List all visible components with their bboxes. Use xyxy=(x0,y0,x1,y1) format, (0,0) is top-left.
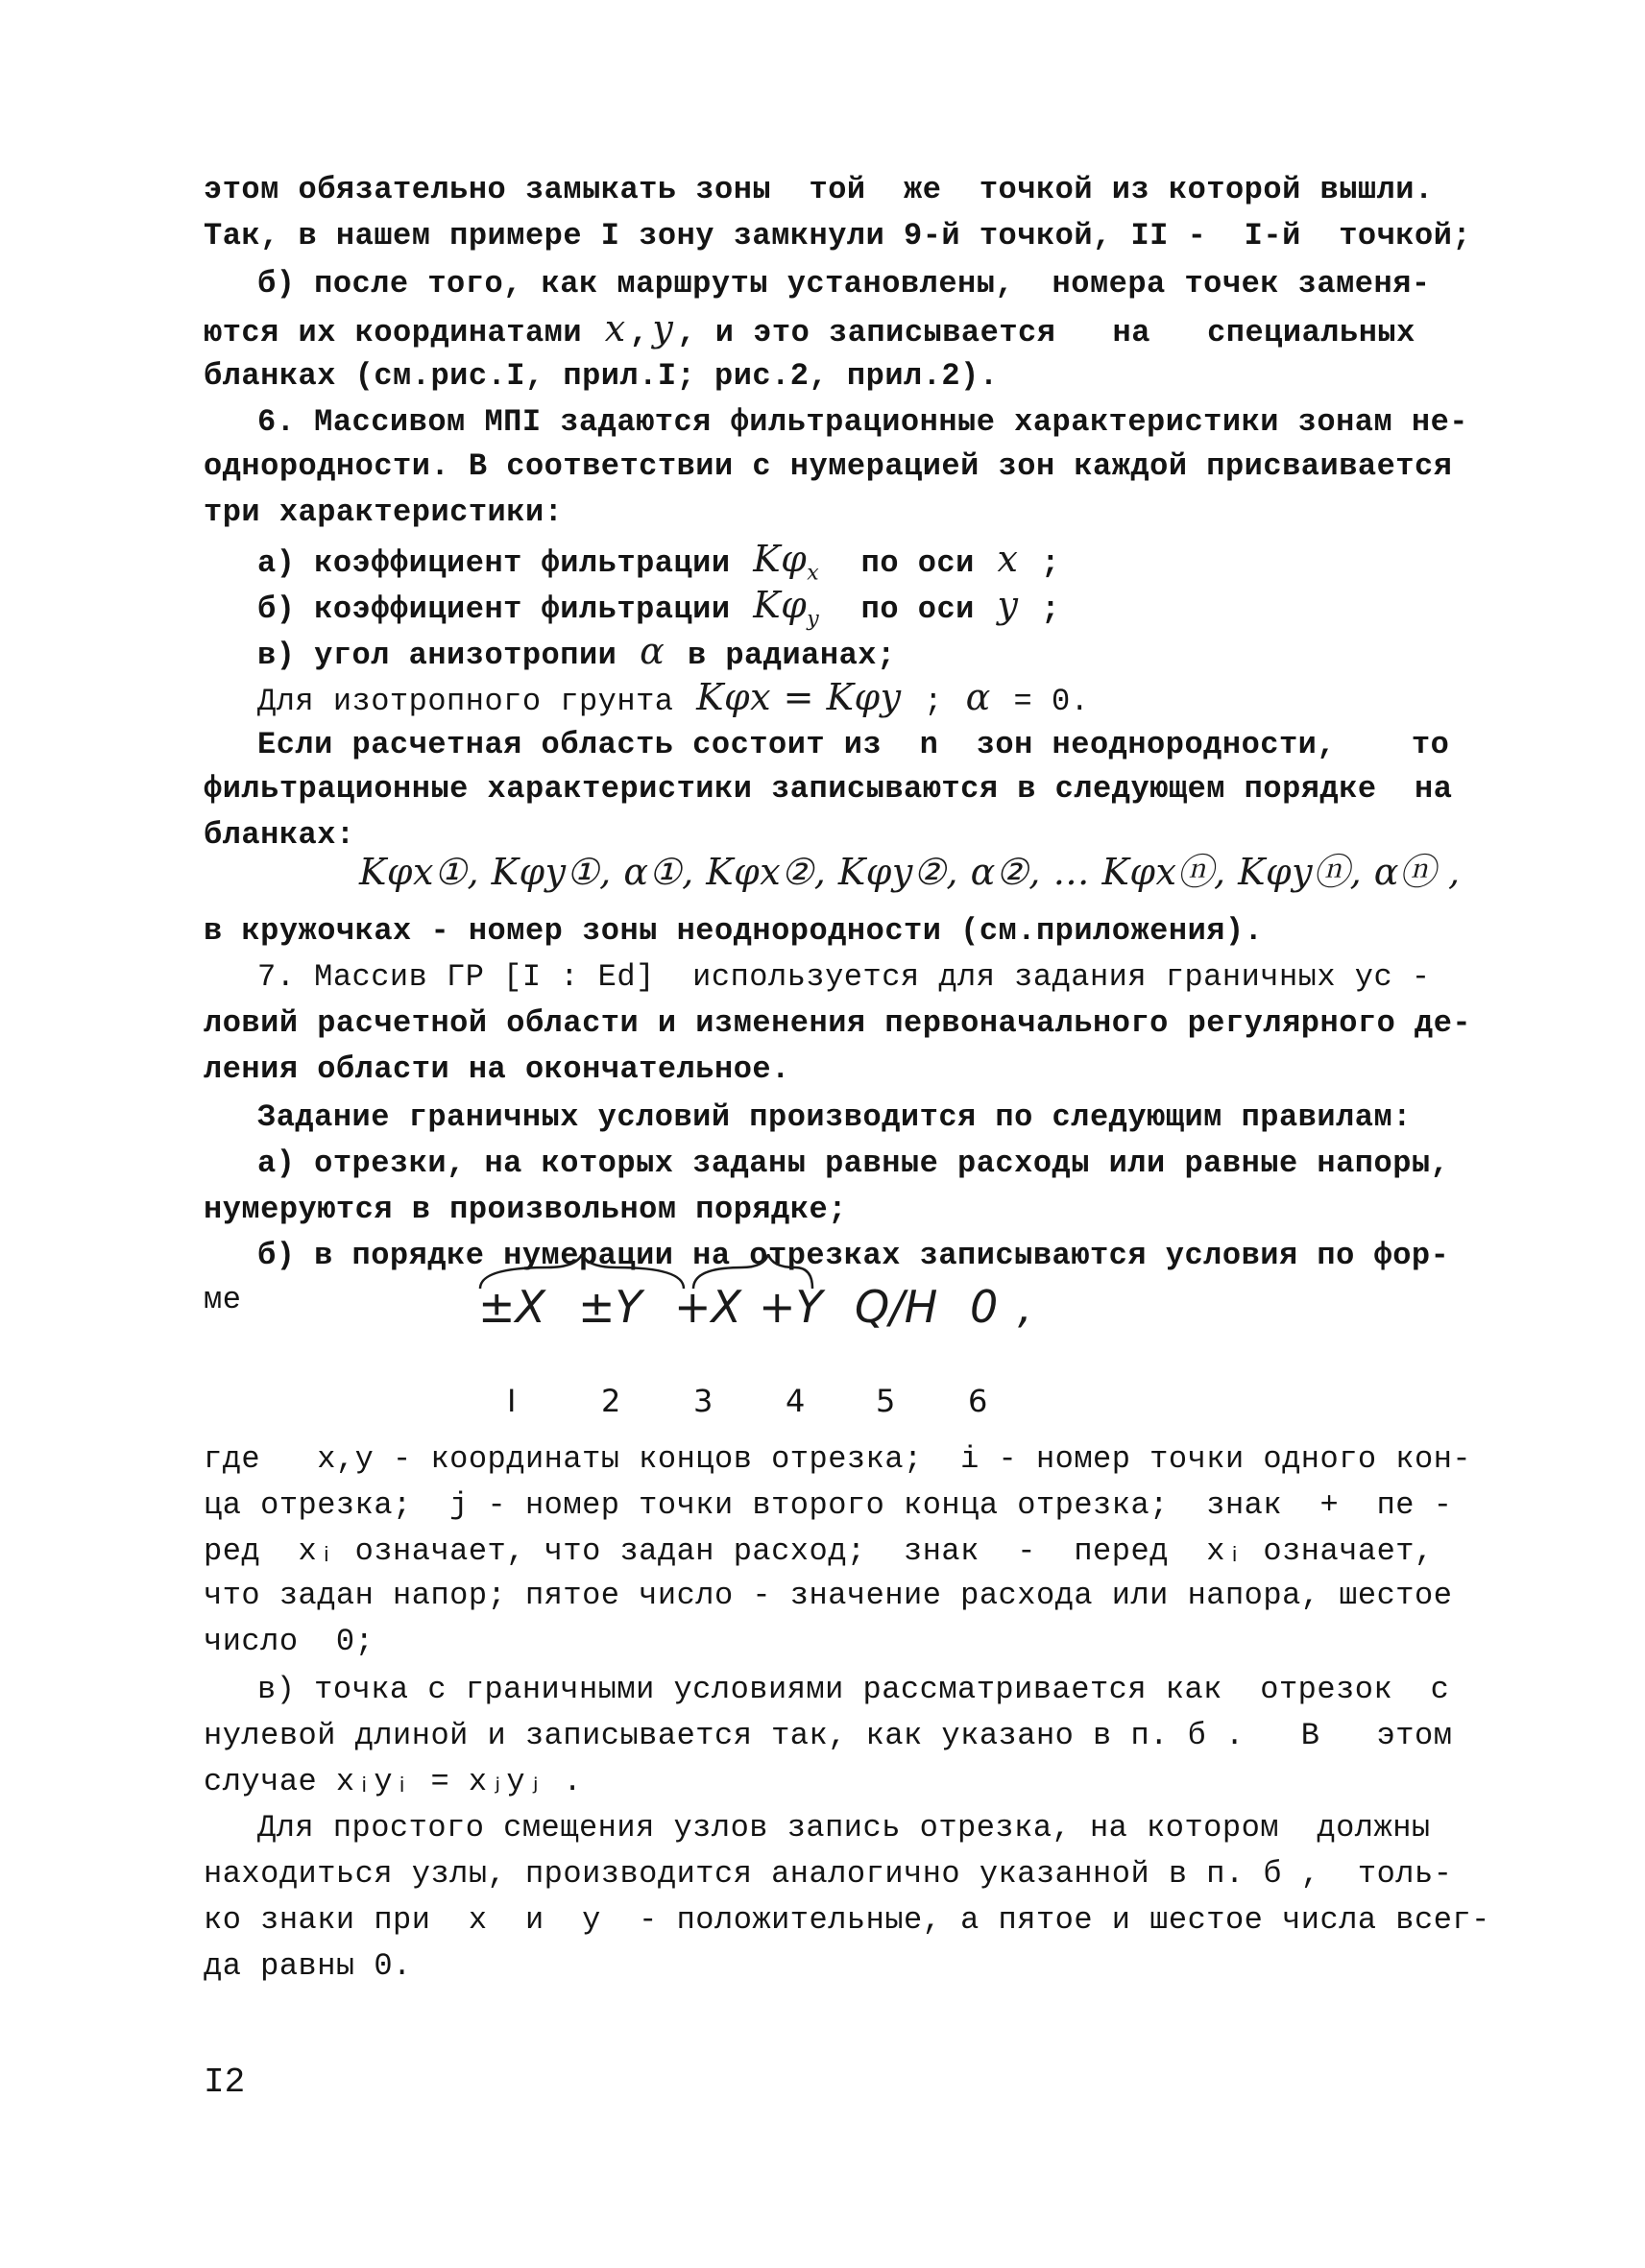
text-line: 7. Массив ГР [I : Ed] используется для задания граничных ус - xyxy=(257,959,1431,995)
formula-term: ±Y xyxy=(578,1281,642,1333)
boundary-formula xyxy=(355,1281,1316,1358)
handwritten-y: y xyxy=(652,307,674,350)
text-line: в кружочках - номер зоны неоднородности (см.приложения). xyxy=(204,913,1264,949)
formula-term: Q/H xyxy=(855,1281,938,1333)
text-line: где x,y - координаты концов отрезка; i - номер точки одного кон- xyxy=(204,1441,1472,1477)
text-line: число 0; xyxy=(204,1624,375,1659)
column-number: 3 xyxy=(693,1383,714,1419)
page-number: I2 xyxy=(204,2063,246,2102)
text-line: ко знаки при x и y - положительные, а пятое и шестое числа всег- xyxy=(204,1902,1490,1938)
text-line: б) после того, как маршруты установлены, номера точек заменя- xyxy=(257,266,1431,302)
text-line: ловий расчетной области и изменения первоначального регулярного де- xyxy=(204,1005,1472,1041)
text-line: а) отрезки, на которых заданы равные расходы или равные напоры, xyxy=(257,1146,1450,1181)
handwritten-alpha: α xyxy=(640,630,665,672)
text-line: бланках (см.рис.I, прил.I; рис.2, прил.2). xyxy=(204,358,999,394)
formula-term: 0 xyxy=(970,1281,999,1333)
formula-term: ±X xyxy=(478,1281,546,1333)
text-line: однородности. В соответствии с нумерацией зон каждой присваивается xyxy=(204,448,1453,484)
text-line: б) в порядке нумерации на отрезках записываются условия по фор- xyxy=(257,1238,1450,1273)
text-line: нумеруются в произвольном порядке; xyxy=(204,1192,847,1227)
column-number: 4 xyxy=(786,1383,806,1419)
text-line: находиться узлы, производится аналогично указанной в п. б , толь- xyxy=(204,1856,1453,1892)
column-number: I xyxy=(507,1383,517,1419)
handwritten-x: x xyxy=(604,307,626,350)
column-number: 6 xyxy=(968,1383,988,1419)
formula-term: +X xyxy=(674,1281,742,1333)
text-line: этом обязательно замыкать зоны той же точкой из которой вышли. xyxy=(204,172,1434,207)
text-line: Для простого смещения узлов запись отрезка, на котором должны xyxy=(257,1810,1431,1846)
handwritten-kfy: $K\varphi_y$ xyxy=(753,584,820,632)
text-line: ред xᵢ означает, что задан расход; знак - перед xᵢ означает, xyxy=(204,1533,1434,1569)
column-number: 5 xyxy=(876,1383,896,1419)
text-line: бланках: xyxy=(204,817,355,853)
text-line: а) коэффициент фильтрации $K\varphi_x$ по оси x ; xyxy=(257,540,1506,593)
handwritten-series: Kφx①, Kφy①, α①, Kφx②, Kφy②, α②, … Kφxⓝ, Kφyⓝ, αⓝ , xyxy=(359,851,1461,893)
text-line: в) точка с граничными условиями рассматривается как отрезок с xyxy=(257,1672,1450,1707)
text-line: три характеристики: xyxy=(204,495,564,530)
text-line: ления области на окончательное. xyxy=(204,1051,790,1087)
handwritten-equation: Kφx = Kφy xyxy=(696,676,902,718)
text-line: в) угол анизотропии α в радианах; xyxy=(257,630,896,673)
text-line: что задан напор; пятое число - значение расхода или напора, шестое xyxy=(204,1578,1453,1613)
text-line: Задание граничных условий производится по следующим правилам: xyxy=(257,1099,1412,1135)
formula-term: , xyxy=(1018,1281,1032,1333)
text-line: 6. Массивом МПI задаются фильтрационные характеристики зонам не- xyxy=(257,404,1468,440)
text-line: ме xyxy=(204,1282,242,1317)
text-line: б) коэффициент фильтрации $K\varphi_y$ по оси y ; xyxy=(257,586,1506,639)
text-line: да равны 0. xyxy=(204,1948,412,1984)
text-line: ца отрезка; j - номер точки второго конца отрезка; знак + пе - xyxy=(204,1487,1453,1523)
text-line: фильтрационные характеристики записываются в следующем порядке на xyxy=(204,771,1453,807)
text-line: ются их координатами x , y , и это записывается на специальных xyxy=(204,307,1415,350)
text-line: Для изотропного грунта Kφx = Kφy ; α = 0. xyxy=(257,676,1090,719)
column-number: 2 xyxy=(601,1383,621,1419)
handwritten-kfx: $K\varphi_x$ xyxy=(753,538,820,586)
text-line: Так, в нашем примере I зону замкнули 9-й точкой, II - I-й точкой; xyxy=(204,218,1472,253)
formula-term: +Y xyxy=(759,1281,823,1333)
text-line: нулевой длиной и записывается так, как указано в п. б . В этом xyxy=(204,1718,1453,1753)
text-line: случае xᵢyᵢ = xⱼyⱼ . xyxy=(204,1764,583,1799)
text-line: Если расчетная область состоит из n зон неоднородности, то xyxy=(257,727,1450,762)
